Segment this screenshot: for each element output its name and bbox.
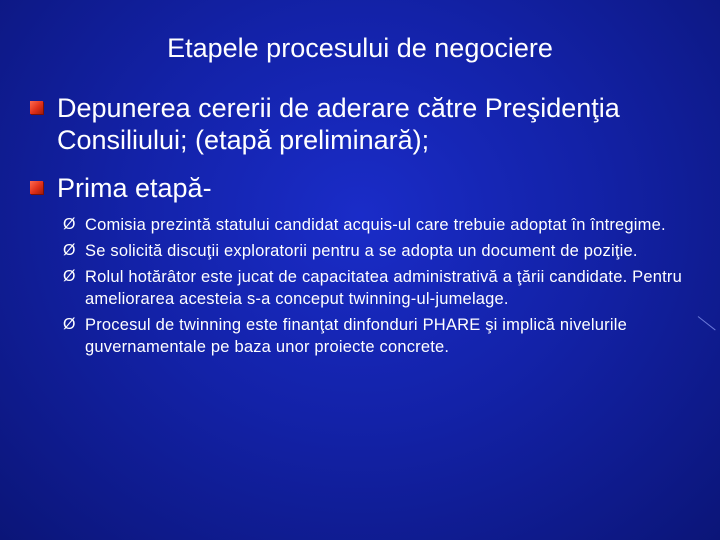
main-bullet-text: Depunerea cererii de aderare către Preşidenţia Consiliului; (etapă preliminară); — [57, 93, 620, 155]
sub-bullet-text: Procesul de twinning este finanţat dinfonduri PHARE şi implică nivelurile guvernamentale pe baza unor proiecte concrete. — [85, 316, 627, 356]
arrowhead-bullet-icon: Ø — [63, 216, 76, 233]
sub-bullet-4 — [63, 314, 693, 358]
red-square-bullet-icon — [30, 181, 43, 194]
slide-title: Etapele procesului de negociere — [167, 33, 553, 63]
sub-bullet-text: Rolul hotărâtor este jucat de capacitatea administrativă a ţării candidate. Pentru ameliorarea acesteia s-a conceput twinning-ul-jumelage. — [85, 268, 682, 308]
main-bullet-1 — [30, 92, 690, 156]
decorative-line — [698, 316, 716, 330]
red-square-bullet-icon — [30, 101, 43, 114]
main-bullet-text: Prima etapă- — [57, 173, 212, 203]
main-bullet-2 — [30, 172, 690, 204]
sub-bullet-1 — [63, 214, 693, 236]
sub-bullet-text: Se solicită discuţii exploratorii pentru a se adopta un document de poziţie. — [85, 242, 638, 260]
sub-bullet-2 — [63, 240, 693, 262]
arrowhead-bullet-icon: Ø — [63, 316, 76, 333]
sub-bullet-3 — [63, 266, 693, 310]
sub-bullet-list — [63, 214, 693, 362]
arrowhead-bullet-icon: Ø — [63, 268, 76, 285]
arrowhead-bullet-icon: Ø — [63, 242, 76, 259]
sub-bullet-text: Comisia prezintă statului candidat acquis-ul care trebuie adoptat în întregime. — [85, 216, 666, 234]
